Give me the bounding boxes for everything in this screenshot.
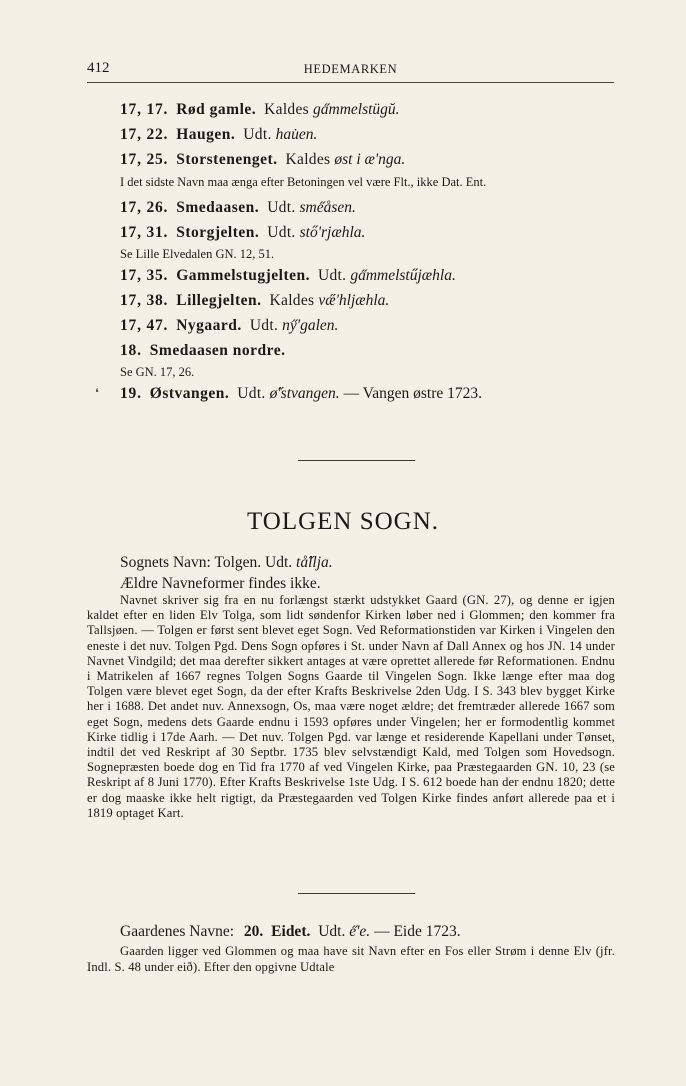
entry-number: 19. bbox=[120, 385, 142, 402]
entry-17-25 bbox=[120, 147, 615, 172]
entry-pronunciation: ø̋'stvangen. bbox=[269, 385, 340, 402]
entry-pronunciation: øst i æ'nga. bbox=[334, 151, 406, 168]
gaard-pronunciation: e̋'e. bbox=[349, 923, 371, 940]
sognets-navn-label: Sognets Navn: bbox=[120, 554, 211, 571]
entry-number: 17, 38. bbox=[120, 292, 169, 309]
gaardenes-navne-line bbox=[120, 923, 615, 941]
entry-pronunciation: ny̋'galen. bbox=[282, 317, 339, 334]
entry-label: Udt. bbox=[318, 267, 347, 284]
margin-mark: ❛ bbox=[95, 386, 99, 400]
entry-17-47 bbox=[120, 313, 615, 338]
note-storstenenget: I det sidste Navn maa ænga efter Betoningen vel være Flt., ikke Dat. Ent. bbox=[120, 175, 487, 189]
entry-number: 17, 22. bbox=[120, 126, 169, 143]
entry-17-35 bbox=[120, 263, 615, 288]
entry-number: 17, 17. bbox=[120, 101, 169, 118]
sognets-navn-value: Tolgen. bbox=[214, 554, 262, 571]
note-storgjelten: Se Lille Elvedalen GN. 12, 51. bbox=[120, 247, 275, 261]
udt-pronunciation: tå̋llja. bbox=[296, 554, 333, 571]
entry-name: Haugen. bbox=[176, 126, 236, 143]
entry-label: Udt. bbox=[267, 224, 296, 241]
gaard-number: 20. bbox=[243, 923, 264, 940]
entry-pronunciation: ga̋mmelstűjæhla. bbox=[350, 267, 456, 284]
udt-label: Udt. bbox=[265, 554, 293, 571]
entry-pronunciation: hau̇en. bbox=[275, 126, 318, 143]
page-number: 412 bbox=[87, 60, 110, 76]
entry-label: Kaldes bbox=[269, 292, 315, 309]
entry-name: Lillegjelten. bbox=[176, 292, 262, 309]
entry-17-22 bbox=[120, 122, 615, 147]
entry-17-26 bbox=[120, 195, 615, 220]
gaard-paragraph: Gaarden ligger ved Glommen og maa have sit Navn efter en Fos eller Strøm i denne Elv (jfr. Indl. S. 48 under eið). Efter den opgivne Udtale bbox=[87, 944, 615, 974]
entry-name: Storgjelten. bbox=[176, 224, 260, 241]
entry-label: Kaldes bbox=[285, 151, 331, 168]
section-title: TOLGEN SOGN. bbox=[246, 508, 440, 535]
note-smedaasen-nordre: Se GN. 17, 26. bbox=[120, 365, 195, 379]
entry-label: Udt. bbox=[249, 317, 279, 334]
entry-name: Nygaard. bbox=[176, 317, 242, 334]
entry-number: 17, 31. bbox=[120, 224, 169, 241]
entry-label: Udt. bbox=[237, 385, 266, 402]
entry-name: Rød gamle. bbox=[176, 101, 257, 118]
entry-number: 17, 25. bbox=[120, 151, 169, 168]
entry-17-17 bbox=[120, 97, 615, 122]
entry-17-31 bbox=[120, 220, 615, 245]
entry-number: 18. bbox=[120, 342, 142, 359]
entry-18 bbox=[120, 338, 615, 363]
gaard-udt-label: Udt. bbox=[318, 923, 346, 940]
entry-number: 17, 47. bbox=[120, 317, 169, 334]
entry-number: 17, 26. bbox=[120, 199, 169, 216]
entry-label: Kaldes bbox=[264, 101, 309, 118]
entry-name: Smedaasen nordre. bbox=[149, 342, 286, 359]
section-divider-top bbox=[298, 460, 415, 461]
entry-name: Smedaasen. bbox=[176, 199, 260, 216]
gaard-name: Eidet. bbox=[271, 923, 311, 940]
entry-19 bbox=[95, 381, 615, 406]
gaardenes-label: Gaardenes Navne: bbox=[120, 923, 235, 940]
farm-entries bbox=[95, 97, 615, 406]
eldre-navneformer: Ældre Navneformer findes ikke. bbox=[120, 575, 321, 592]
entry-extra: — Vangen østre 1723. bbox=[343, 385, 482, 402]
entry-label: Udt. bbox=[267, 199, 296, 216]
section-divider-bottom bbox=[298, 893, 415, 894]
entry-name: Østvangen. bbox=[149, 385, 230, 402]
sognets-navn-line bbox=[120, 552, 615, 573]
entry-name: Storstenenget. bbox=[176, 151, 278, 168]
entry-pronunciation: stő'rjæhla. bbox=[299, 224, 366, 241]
running-title: HEDEMARKEN bbox=[303, 62, 398, 76]
entry-pronunciation: ga̋mmelstügŭ. bbox=[313, 101, 400, 118]
entry-number: 17, 35. bbox=[120, 267, 169, 284]
entry-pronunciation: sme̋åsen. bbox=[299, 199, 356, 216]
entry-17-38 bbox=[120, 288, 615, 313]
entry-label: Udt. bbox=[243, 126, 272, 143]
sogn-name-block bbox=[120, 552, 615, 594]
page-header bbox=[87, 60, 614, 83]
entry-pronunciation: væ̋'hljæhla. bbox=[318, 292, 390, 309]
gaard-extra: — Eide 1723. bbox=[374, 923, 461, 940]
history-paragraph: Navnet skriver sig fra en nu forlængst stærkt udstykket Gaard (GN. 27), og denne er igjen kaldet efter en liden Elv Tolga, som lidt søndenfor Kirken løber ned i Glommen; den kommer fra Tallsjøen. — Tolgen er først sent blevet eget Sogn. Ved Reformationstiden var Kirken i Vingelen den eneste i det nuv. Tolgen Pgd. Dens Sogn opføres i St. under Navn af Dall Annex og hos JN. 14 under Navnet Vindgild; det maa derefter sikkert antages at være oprettet allerede før Reformationen. Endnu i Matrikelen af 1667 regnes Tolgen Sogns Gaarde til Vingelen Sogn. Ikke længe efter maa dog Tolgen være blevet eget Sogn, da der efter Krafts Beskrivelse 2den Udg. I S. 343 blev bygget Kirke her i 1688. Det andet nuv. Annexsogn, Os, maa være noget ældre; det fremtræder allerede 1667 som eget Sogn, medens dets Gaarde endnu i 1593 opføres under Vingelen; her er formodentlig kommet Kirke tidlig i 17de Aarh. — Det nuv. Tolgen Pgd. var længe et residerende Kapellani under Tønset, indtil det ved Reskript af 30 Septbr. 1735 blev selvstændigt Kald, med Tolgen som Hovedsogn. Sognepræsten boede dog en Tid fra 1770 af ved Vingelen Kirke, paa Præstegaarden GN. 10, 23 (se Reskript af 8 Juni 1770). Efter Krafts Beskrivelse 1ste Udg. I S. 612 boede han der endnu 1820; dette er dog maaske ikke helt rigtigt, da Præstegaarden ved Tolgen Kirke findes anført allerede paa et i 1819 optaget Kart. bbox=[87, 593, 615, 820]
entry-name: Gammelstugjelten. bbox=[176, 267, 310, 284]
